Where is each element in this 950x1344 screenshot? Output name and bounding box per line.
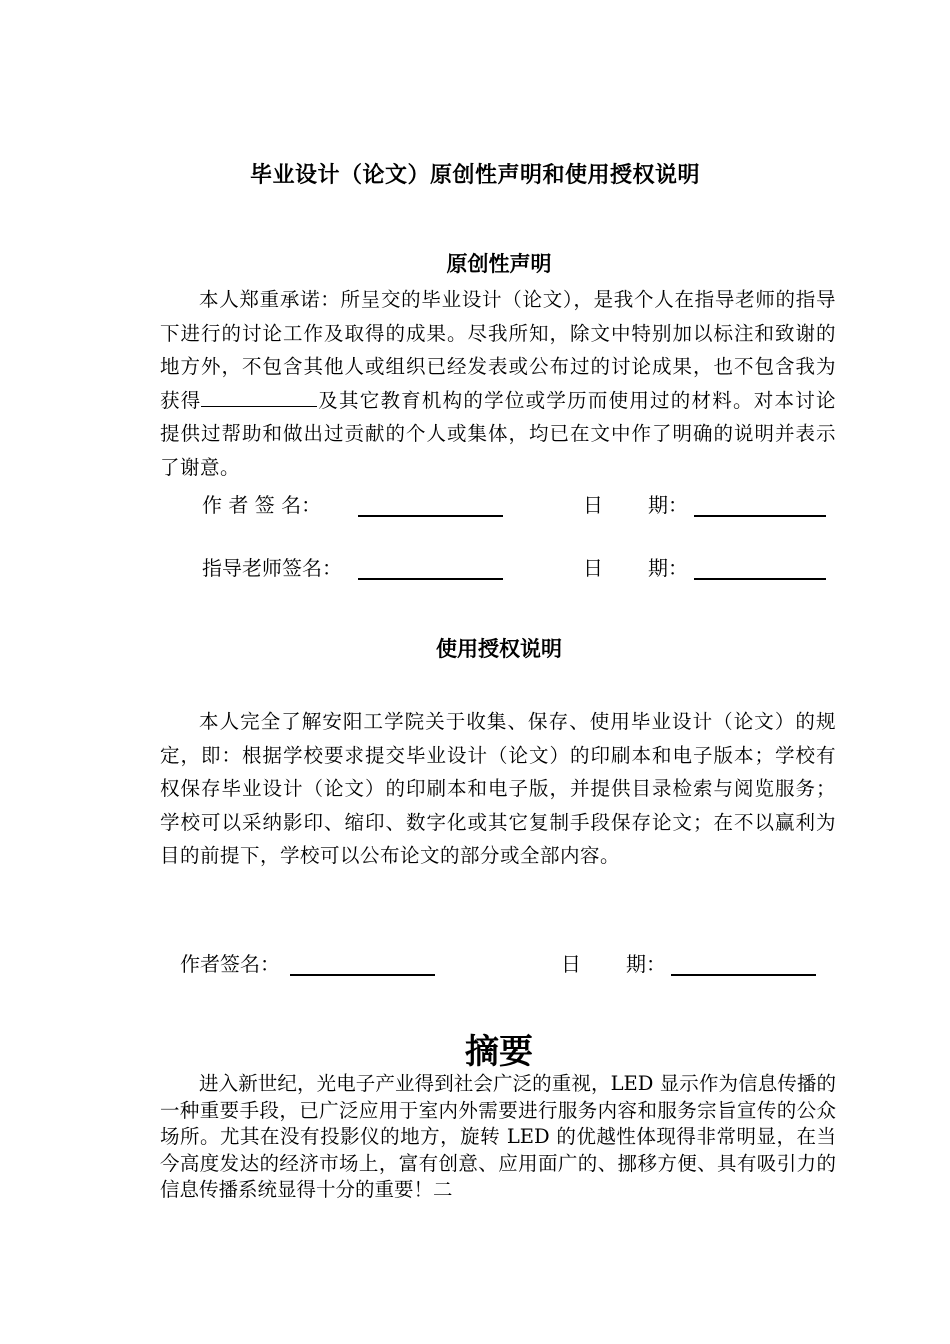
authorization-statement: 本人完全了解安阳工学院关于收集、保存、使用毕业设计（论文）的规定，即：根据学校要求提交毕业设计（论文）的印刷本和电子版本；学校有权保存毕业设计（论文）的印刷本和电子版，并提供目录检索与阅览服务；学校可以采纳影印、缩印、数字化或其它复制手段保存论文；在不以赢利为目的前提下，学校可以公布论文的部分或全部内容。 — [160, 710, 836, 867]
originality-text-part2: 及其它教育机构的学位或学历而使用过的材料。对本讨论提供过帮助和做出过贡献的个人或集体，均已在文中作了明确的说明并表示了谢意。 — [160, 388, 836, 479]
author-signature-label: 作 者 签 名： — [202, 493, 322, 517]
authorization-heading: 使用授权说明 — [436, 637, 562, 661]
abstract-text: 进入新世纪，光电子产业得到社会广泛的重视，LED 显示作为信息传播的一种重要手段，已广泛应用于室内外需要进行服务内容和服务宗旨宣传的公众场所。尤其在没有投影仪的地方，旋转 LED 的优越性体现得非常明显，在当今高度发达的经济市场上，富有创意、应用面广的、挪移方便、具有吸引力的信息传播系统显得十分的重要！二 — [160, 1072, 836, 1202]
date-label-char2: 期： — [626, 952, 666, 976]
author-signature-line — [358, 515, 503, 517]
supervisor-signature-row — [0, 552, 950, 582]
authorization-signature-line — [290, 974, 435, 976]
supervisor-signature-label: 指导老师签名： — [202, 556, 342, 580]
supervisor-date-line — [694, 578, 826, 580]
originality-heading: 原创性声明 — [446, 252, 552, 276]
abstract-heading: 摘要 — [465, 1032, 533, 1072]
date-label-char1: 日 — [583, 493, 603, 517]
date-label-char2: 期： — [648, 556, 688, 580]
originality-statement — [160, 283, 836, 484]
authorization-signature-row — [0, 948, 950, 978]
degree-blank-line — [201, 384, 317, 407]
authorization-date-line — [671, 974, 816, 976]
date-label-char1: 日 — [583, 556, 603, 580]
author-date-line — [694, 515, 826, 517]
supervisor-signature-line — [358, 578, 503, 580]
date-label-char2: 期： — [648, 493, 688, 517]
document-title: 毕业设计（论文）原创性声明和使用授权说明 — [249, 163, 700, 188]
author-signature-row — [0, 489, 950, 519]
date-label-char1: 日 — [561, 952, 581, 976]
originality-text-part1: 本人郑重承诺：所呈交的毕业设计（论文），是我个人在指导老师的指导下进行的讨论工作及取得的成果。尽我所知，除文中特别加以标注和致谢的地方外，不包含其他人或组织已经发表或公布过的讨论成果，也不包含我为获得 — [160, 288, 836, 412]
authorization-author-label: 作者签名： — [180, 952, 280, 976]
